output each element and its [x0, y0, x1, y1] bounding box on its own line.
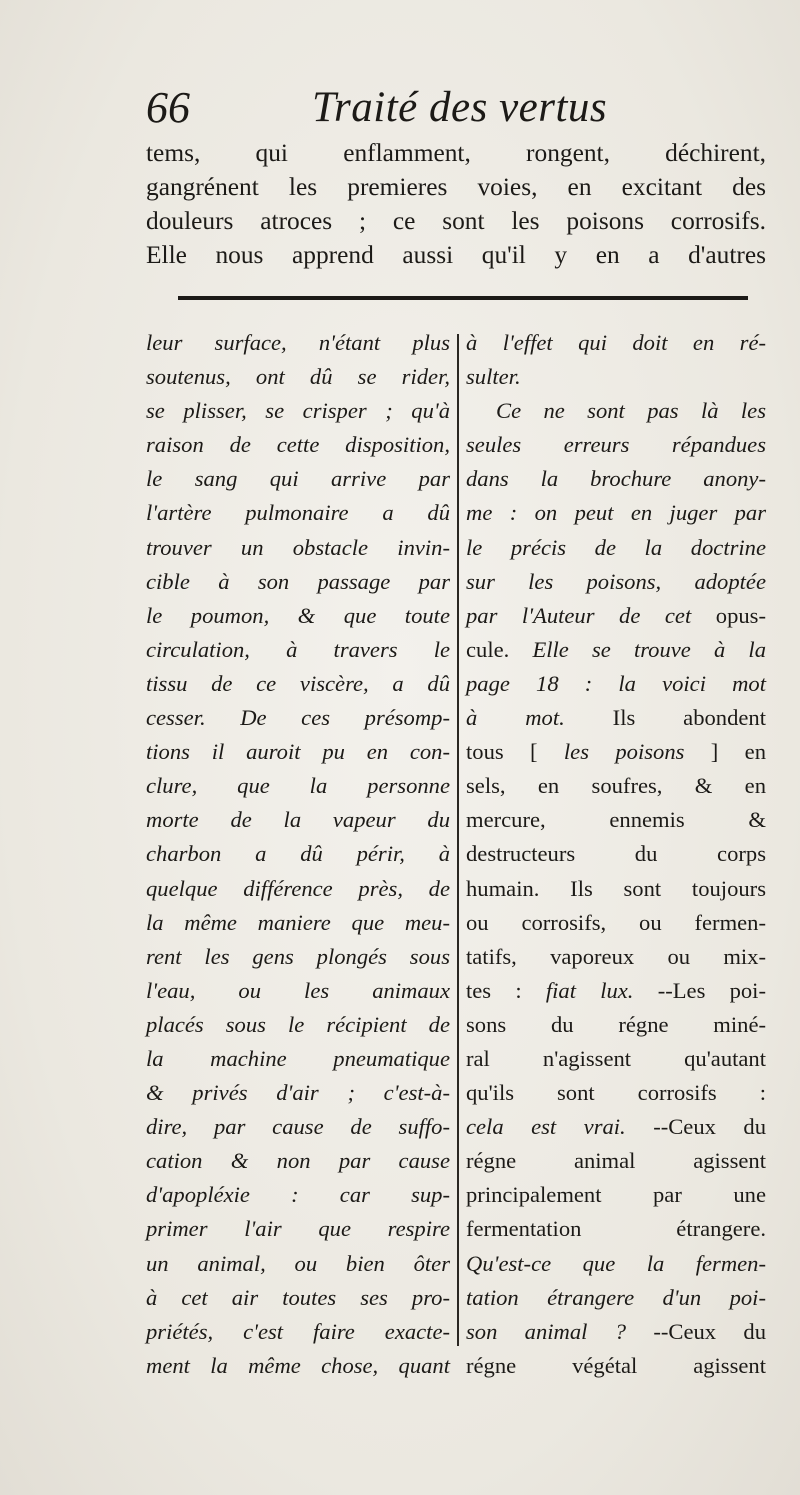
- footnote-line: charbon a dû périr, à: [146, 841, 450, 867]
- footnote-line: & privés d'air ; c'est-à-: [146, 1080, 450, 1106]
- italic-fragment: cela est vrai.: [466, 1114, 626, 1140]
- main-text-block: [146, 136, 766, 272]
- footnote-line: destructeurs du corps: [466, 841, 766, 867]
- roman-fragment: Ils abondent: [612, 705, 766, 731]
- footnote-line: ral n'agissent qu'autant: [466, 1045, 766, 1071]
- text-line: Elle nous apprend aussi qu'il y en a d'autres: [146, 241, 766, 269]
- footnote-line: sulter.: [466, 364, 521, 390]
- running-title: Traité des vertus: [312, 84, 608, 131]
- footnote-line: [466, 1315, 766, 1349]
- footnote-line: [466, 633, 766, 667]
- footnote-line: tissu de ce viscère, a dû: [146, 670, 450, 696]
- footnote-line: [466, 974, 766, 1008]
- footnote-line: fermentation étrangere.: [466, 1216, 766, 1242]
- footnote-line: circulation, à travers le: [146, 636, 450, 662]
- footnote-line: [466, 599, 766, 633]
- footnote-line: à cet air toutes ses pro-: [146, 1284, 450, 1310]
- footnote-line: tions il auroit pu en con-: [146, 739, 450, 765]
- footnote-line: leur surface, n'étant plus: [146, 330, 450, 355]
- roman-fragment: opus-: [715, 602, 766, 628]
- footnote-line: morte de la vapeur du: [146, 807, 450, 833]
- roman-fragment: --Les poi-: [657, 977, 766, 1003]
- footnote-line: l'artère pulmonaire a dû: [146, 500, 450, 526]
- roman-fragment: --Ceux du: [653, 1114, 766, 1140]
- roman-fragment: cule.: [466, 636, 510, 662]
- roman-fragment: --Ceux du: [653, 1318, 766, 1344]
- text-line: gangrénent les premieres voies, en excitant des: [146, 173, 766, 201]
- footnote-line: à l'effet qui doit en ré-: [466, 330, 766, 355]
- footnote-line: tatifs, vaporeux ou mix-: [466, 943, 766, 969]
- footnote-line: le sang qui arrive par: [146, 466, 450, 492]
- text-line: tems, qui enflamment, rongent, déchirent,: [146, 139, 766, 167]
- roman-fragment: ] en: [710, 739, 766, 765]
- footnote-line: cation & non par cause: [146, 1148, 450, 1174]
- page-number: 66: [146, 83, 190, 132]
- footnote-line: la machine pneumatique: [146, 1045, 450, 1071]
- footnote-line: l'eau, ou les animaux: [146, 977, 450, 1003]
- footnote-line: la même maniere que meu-: [146, 909, 450, 935]
- footnote-line: sels, en soufres, & en: [466, 773, 766, 799]
- footnote-line: priétés, c'est faire exacte-: [146, 1318, 450, 1344]
- footnote-line: page 18 : la voici mot: [466, 670, 766, 696]
- footnote-line: qu'ils sont corrosifs :: [466, 1080, 766, 1106]
- footnote-line: placés sous le récipient de: [146, 1011, 450, 1037]
- footnote-line: [466, 701, 766, 735]
- footnote-line: un animal, ou bien ôter: [146, 1250, 450, 1276]
- text-line: douleurs atroces ; ce sont les poisons corrosifs.: [146, 207, 766, 235]
- footnote-line: se plisser, se crisper ; qu'à: [146, 398, 450, 424]
- footnote-left-column: [146, 326, 450, 1383]
- footnote-right-column: [466, 326, 766, 1383]
- footnote-line: dans la brochure anony-: [466, 466, 766, 492]
- footnote-separator-rule: [178, 296, 748, 300]
- footnote-line: le poumon, & que toute: [146, 602, 450, 628]
- footnote-line: mercure, ennemis &: [466, 807, 766, 833]
- footnote-line: trouver un obstacle invin-: [146, 534, 450, 560]
- footnote-line: [466, 735, 766, 769]
- footnote-line: ment la même chose, quant: [146, 1352, 450, 1378]
- roman-fragment: tous [: [466, 739, 538, 765]
- page-header: [146, 76, 766, 140]
- footnote-line: d'apopléxie : car sup-: [146, 1182, 450, 1208]
- footnote-line: régne végétal agissent: [466, 1352, 766, 1378]
- footnote-line: dire, par cause de suffo-: [146, 1114, 450, 1140]
- footnote-line: quelque différence près, de: [146, 875, 450, 901]
- footnote-line: rent les gens plongés sous: [146, 943, 450, 969]
- footnote-line: [466, 1110, 766, 1144]
- italic-fragment: Elle se trouve à la: [532, 636, 766, 662]
- footnote-line: ou corrosifs, ou fermen-: [466, 909, 766, 935]
- footnote-line: le précis de la doctrine: [466, 534, 766, 560]
- footnote-line: seules erreurs répandues: [466, 432, 766, 458]
- footnote-line: primer l'air que respire: [146, 1216, 450, 1242]
- italic-fragment: son animal ?: [466, 1318, 627, 1344]
- footnote-line: soutenus, ont dû se rider,: [146, 364, 450, 390]
- footnote-line: Ce ne sont pas là les: [496, 398, 766, 424]
- footnote-line: humain. Ils sont toujours: [466, 875, 766, 901]
- footnote-line: tation étrangere d'un poi-: [466, 1284, 766, 1310]
- column-divider: [457, 334, 459, 1346]
- footnote-line: cible à son passage par: [146, 568, 450, 594]
- footnote-line: régne animal agissent: [466, 1148, 766, 1174]
- footnote-line: cesser. De ces présomp-: [146, 705, 450, 731]
- footnote-line: sur les poisons, adoptée: [466, 568, 766, 594]
- italic-fragment: les poisons: [563, 739, 685, 765]
- footnote-line: raison de cette disposition,: [146, 432, 450, 458]
- footnote-line: me : on peut en juger par: [466, 500, 766, 526]
- footnote-line: principalement par une: [466, 1182, 766, 1208]
- italic-fragment: à mot.: [466, 705, 565, 731]
- footnote-line: clure, que la personne: [146, 773, 450, 799]
- footnote-line: sons du régne miné-: [466, 1011, 766, 1037]
- footnote-line: Qu'est-ce que la fermen-: [466, 1250, 766, 1276]
- italic-fragment: par l'Auteur de cet: [466, 602, 692, 628]
- italic-fragment: fiat lux.: [545, 977, 634, 1003]
- roman-fragment: tes :: [466, 977, 522, 1003]
